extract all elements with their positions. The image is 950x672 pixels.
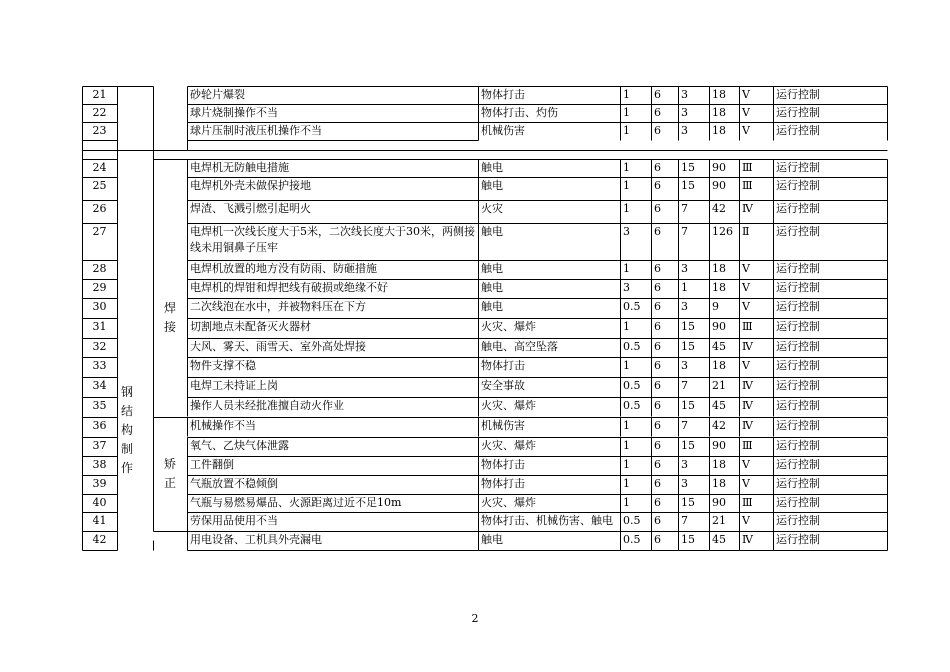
- cell-accident: 火灾、爆炸: [481, 399, 536, 412]
- cell-e: 6: [654, 262, 661, 275]
- cell-measure: 运行控制: [776, 399, 820, 412]
- cell-level: Ⅳ: [742, 399, 753, 412]
- cell-measure: 运行控制: [776, 439, 820, 452]
- cell-c: 3: [681, 477, 688, 490]
- cell-c: 3: [681, 106, 688, 119]
- cell-measure: 运行控制: [776, 225, 820, 238]
- cell-accident: 火灾: [481, 202, 503, 215]
- cell-accident: 触电、高空坠落: [481, 340, 558, 353]
- cell-l: 1: [623, 359, 630, 372]
- cell-no: 28: [92, 262, 107, 275]
- cell-hazard: 用电设备、工机具外壳漏电: [190, 533, 322, 546]
- vertical-char: 焊: [163, 301, 176, 315]
- cell-hazard: 电焊机放置的地方没有防雨、防砸措施: [190, 262, 377, 275]
- cell-hazard: 砂轮片爆裂: [190, 88, 245, 101]
- cell-c: 15: [681, 496, 695, 509]
- cell-hazard: 机械操作不当: [190, 419, 256, 432]
- cell-accident: 物体打击、机械伤害、触电: [481, 514, 613, 527]
- cell-no: 32: [92, 340, 107, 353]
- cell-d: 18: [712, 477, 726, 490]
- cell-level: Ⅴ: [742, 477, 750, 490]
- vertical-char: 矫: [163, 457, 176, 471]
- cell-l: 1: [623, 496, 630, 509]
- cell-e: 6: [654, 225, 661, 238]
- cell-c: 15: [681, 439, 695, 452]
- cell-accident: 物体打击、灼伤: [481, 106, 558, 119]
- cell-d: 45: [712, 340, 726, 353]
- cell-c: 15: [681, 340, 695, 353]
- cell-l: 1: [623, 439, 630, 452]
- cell-no: 42: [92, 533, 107, 546]
- cell-c: 3: [681, 300, 688, 313]
- cell-measure: 运行控制: [776, 359, 820, 372]
- cell-hazard: 二次线泡在水中，并被物料压在下方: [190, 300, 366, 313]
- cell-c: 7: [681, 419, 688, 432]
- cell-measure: 运行控制: [776, 300, 820, 313]
- cell-level: Ⅲ: [742, 161, 753, 174]
- cell-hazard: 气瓶与易燃易爆品、火源距离过近不足10m: [190, 496, 402, 509]
- cell-hazard: 物件支撑不稳: [190, 359, 256, 372]
- cell-measure: 运行控制: [776, 262, 820, 275]
- cell-level: Ⅴ: [742, 300, 750, 313]
- cell-l: 1: [623, 124, 630, 137]
- cell-l: 1: [623, 320, 630, 333]
- cell-level: Ⅴ: [742, 106, 750, 119]
- cell-hazard: 电焊机无防触电措施: [190, 161, 289, 174]
- cell-accident: 触电: [481, 300, 503, 313]
- cell-no: 26: [92, 202, 107, 215]
- vertical-char: 构: [120, 422, 133, 437]
- cell-no: 41: [92, 514, 107, 527]
- cell-e: 6: [654, 300, 661, 313]
- cell-no: 36: [92, 419, 107, 432]
- cell-e: 6: [654, 106, 661, 119]
- cell-no: 30: [92, 300, 107, 313]
- cell-no: 33: [92, 359, 107, 372]
- cell-e: 6: [654, 477, 661, 490]
- cell-hazard: 工件翻倒: [190, 458, 234, 471]
- cell-d: 45: [712, 399, 726, 412]
- cell-d: 42: [712, 202, 726, 215]
- cell-no: 34: [92, 379, 107, 392]
- cell-d: 21: [712, 514, 726, 527]
- cell-hazard: 氧气、乙炔气体泄露: [190, 439, 289, 452]
- cell-d: 18: [712, 88, 726, 101]
- cell-measure: 运行控制: [776, 340, 820, 353]
- cell-e: 6: [654, 320, 661, 333]
- vertical-char: 作: [120, 460, 133, 475]
- cell-hazard: 电焊机的焊钳和焊把线有破损或绝缘不好: [190, 281, 388, 294]
- cell-e: 6: [654, 379, 661, 392]
- cell-no: 37: [92, 439, 107, 452]
- cell-hazard: 球片烧制操作不当: [190, 106, 278, 119]
- cell-accident: 安全事故: [481, 379, 525, 392]
- cell-level: Ⅲ: [742, 320, 753, 333]
- cell-level: Ⅴ: [742, 281, 750, 294]
- cell-l: 0.5: [623, 300, 641, 313]
- vertical-char: 结: [120, 403, 133, 418]
- cell-hazard: 切割地点未配备灭火器材: [190, 320, 311, 333]
- cell-level: Ⅳ: [742, 202, 753, 215]
- cell-no: 29: [92, 281, 107, 294]
- cell-c: 3: [681, 124, 688, 137]
- cell-level: Ⅴ: [742, 359, 750, 372]
- cell-level: Ⅴ: [742, 514, 750, 527]
- cell-c: 3: [681, 458, 688, 471]
- cell-d: 9: [712, 300, 719, 313]
- cell-no: 35: [92, 399, 107, 412]
- cell-no: 38: [92, 458, 107, 471]
- cell-l: 0.5: [623, 533, 641, 546]
- cell-e: 6: [654, 399, 661, 412]
- cell-hazard: 电焊工未持证上岗: [190, 379, 278, 392]
- cell-c: 7: [681, 514, 688, 527]
- cell-hazard: 电焊机一次线长度大于5米，二次线长度大于30米，两侧接线未用铜鼻子压牢: [190, 225, 475, 254]
- cell-measure: 运行控制: [776, 320, 820, 333]
- cell-d: 18: [712, 262, 726, 275]
- cell-accident: 触电: [481, 533, 503, 546]
- cell-level: Ⅴ: [742, 262, 750, 275]
- cell-e: 6: [654, 533, 661, 546]
- cell-level: Ⅳ: [742, 340, 753, 353]
- cell-d: 90: [712, 320, 726, 333]
- cell-l: 1: [623, 179, 630, 192]
- cell-c: 15: [681, 533, 695, 546]
- cell-hazard: 气瓶放置不稳倾倒: [190, 477, 278, 490]
- cell-measure: 运行控制: [776, 202, 820, 215]
- cell-accident: 机械伤害: [481, 124, 525, 137]
- cell-accident: 机械伤害: [481, 419, 525, 432]
- cell-hazard: 球片压制时液压机操作不当: [190, 124, 322, 137]
- cell-hazard: 电焊机外壳未做保护接地: [190, 179, 311, 192]
- cell-level: Ⅲ: [742, 496, 753, 509]
- cell-no: 39: [92, 477, 107, 490]
- vertical-char: 正: [163, 476, 176, 490]
- cell-level: Ⅱ: [742, 225, 750, 238]
- cell-d: 18: [712, 124, 726, 137]
- cell-no: 24: [92, 161, 107, 174]
- cell-c: 1: [681, 281, 688, 294]
- cell-c: 15: [681, 320, 695, 333]
- cell-e: 6: [654, 202, 661, 215]
- cell-d: 42: [712, 419, 726, 432]
- subcategory-welding-label: [161, 299, 179, 337]
- vertical-char: 钢: [120, 384, 133, 399]
- cell-e: 6: [654, 514, 661, 527]
- cell-e: 6: [654, 359, 661, 372]
- cell-accident: 物体打击: [481, 359, 525, 372]
- cell-d: 18: [712, 359, 726, 372]
- cell-measure: 运行控制: [776, 179, 820, 192]
- cell-d: 45: [712, 533, 726, 546]
- cell-no: 21: [92, 88, 107, 101]
- cell-accident: 触电: [481, 179, 503, 192]
- cell-measure: 运行控制: [776, 161, 820, 174]
- cell-e: 6: [654, 281, 661, 294]
- cell-c: 3: [681, 88, 688, 101]
- cell-c: 15: [681, 161, 695, 174]
- cell-l: 0.5: [623, 514, 641, 527]
- cell-l: 0.5: [623, 379, 641, 392]
- cell-d: 90: [712, 179, 726, 192]
- cell-l: 1: [623, 202, 630, 215]
- cell-level: Ⅲ: [742, 439, 753, 452]
- cell-d: 18: [712, 458, 726, 471]
- cell-measure: 运行控制: [776, 458, 820, 471]
- cell-accident: 火灾、爆炸: [481, 496, 536, 509]
- vertical-char: 接: [163, 320, 176, 334]
- cell-accident: 物体打击: [481, 88, 525, 101]
- subcategory-straightening-label: [161, 455, 179, 493]
- cell-e: 6: [654, 496, 661, 509]
- cell-hazard: 操作人员未经批准擅自动火作业: [190, 399, 344, 412]
- cell-measure: 运行控制: [776, 124, 820, 137]
- cell-accident: 物体打击: [481, 477, 525, 490]
- cell-no: 25: [92, 179, 107, 192]
- cell-level: Ⅴ: [742, 124, 750, 137]
- cell-level: Ⅳ: [742, 379, 753, 392]
- cell-c: 7: [681, 202, 688, 215]
- cell-no: 40: [92, 496, 107, 509]
- page-number: 2: [471, 612, 479, 625]
- cell-e: 6: [654, 179, 661, 192]
- cell-c: 7: [681, 379, 688, 392]
- cell-no: 22: [92, 106, 107, 119]
- cell-accident: 触电: [481, 262, 503, 275]
- cell-measure: 运行控制: [776, 88, 820, 101]
- cell-accident: 火灾、爆炸: [481, 439, 536, 452]
- cell-l: 1: [623, 477, 630, 490]
- cell-e: 6: [654, 340, 661, 353]
- cell-c: 3: [681, 359, 688, 372]
- cell-e: 6: [654, 124, 661, 137]
- cell-hazard: 大风、雾天、雨雪天、室外高处焊接: [190, 340, 366, 353]
- cell-e: 6: [654, 419, 661, 432]
- cell-measure: 运行控制: [776, 419, 820, 432]
- cell-measure: 运行控制: [776, 477, 820, 490]
- cell-l: 1: [623, 106, 630, 119]
- cell-d: 90: [712, 496, 726, 509]
- cell-measure: 运行控制: [776, 514, 820, 527]
- cell-hazard: 劳保用品使用不当: [190, 514, 278, 527]
- cell-accident: 触电: [481, 161, 503, 174]
- cell-measure: 运行控制: [776, 533, 820, 546]
- cell-l: 1: [623, 419, 630, 432]
- vertical-char: 制: [120, 441, 133, 456]
- cell-accident: 触电: [481, 281, 503, 294]
- cell-l: 0.5: [623, 340, 641, 353]
- cell-level: Ⅳ: [742, 419, 753, 432]
- cell-accident: 物体打击: [481, 458, 525, 471]
- cell-d: 18: [712, 106, 726, 119]
- cell-l: 0.5: [623, 399, 641, 412]
- cell-e: 6: [654, 458, 661, 471]
- cell-measure: 运行控制: [776, 106, 820, 119]
- cell-level: Ⅲ: [742, 179, 753, 192]
- cell-no: 31: [92, 320, 107, 333]
- cell-d: 21: [712, 379, 726, 392]
- cell-l: 1: [623, 88, 630, 101]
- cell-l: 1: [623, 262, 630, 275]
- cell-measure: 运行控制: [776, 379, 820, 392]
- cell-l: 1: [623, 161, 630, 174]
- cell-level: Ⅴ: [742, 458, 750, 471]
- cell-level: Ⅴ: [742, 88, 750, 101]
- cell-c: 3: [681, 262, 688, 275]
- cell-accident: 火灾、爆炸: [481, 320, 536, 333]
- cell-l: 1: [623, 458, 630, 471]
- cell-e: 6: [654, 88, 661, 101]
- cell-level: Ⅳ: [742, 533, 753, 546]
- cell-l: 3: [623, 225, 630, 238]
- category-main-label: [118, 383, 136, 478]
- cell-c: 15: [681, 179, 695, 192]
- cell-l: 3: [623, 281, 630, 294]
- cell-d: 126: [712, 225, 733, 238]
- cell-no: 23: [92, 124, 107, 137]
- cell-d: 18: [712, 281, 726, 294]
- cell-c: 15: [681, 399, 695, 412]
- cell-e: 6: [654, 161, 661, 174]
- cell-hazard: 焊渣、飞溅引燃引起明火: [190, 202, 311, 215]
- cell-c: 7: [681, 225, 688, 238]
- cell-measure: 运行控制: [776, 281, 820, 294]
- cell-d: 90: [712, 439, 726, 452]
- cell-d: 90: [712, 161, 726, 174]
- cell-accident: 触电: [481, 225, 503, 238]
- cell-measure: 运行控制: [776, 496, 820, 509]
- cell-e: 6: [654, 439, 661, 452]
- cell-no: 27: [92, 225, 107, 238]
